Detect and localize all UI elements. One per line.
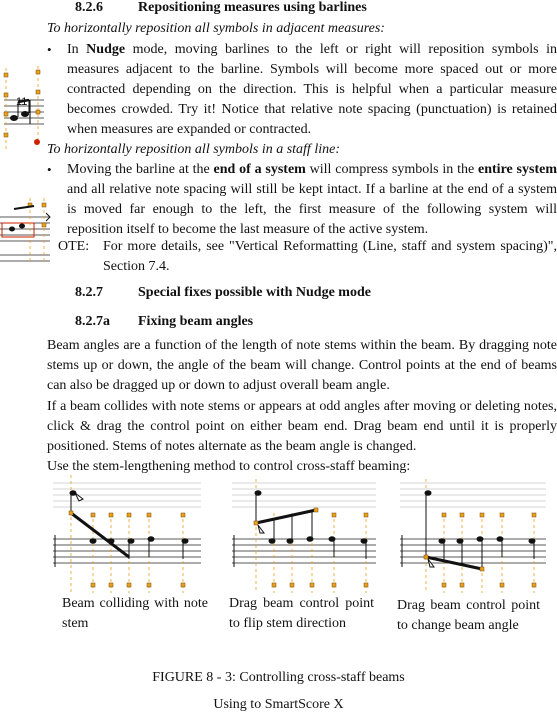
caption-change-angle: Drag beam control point to change beam angle [397,598,540,633]
bullet-dot: • [47,42,52,57]
staffline-paragraph: Moving the barline at the end of a system will compress symbols in the entire system and all relative note spacing will still be kept intact. If a barline at the end of a system is moved far enough to the left, the first measure of the following system will reposition itself to become the last measure of the active system. [67,162,557,237]
note-label: OTE: [58,239,90,254]
section-number-826: 8.2.6 [75,0,103,15]
system-barline-thumbnail [0,193,52,268]
adjacent-paragraph: In Nudge mode, moving barlines to the left or right will reposition symbols in measures adjacent to the barline. Symbols will become more spaced out or more contracted depending on the direction. This is helpful when a particular measure becomes crowded. Try it! Notice that relative note spacing (punctuation) is retained when measures are expanded or contracted. [67,42,557,137]
nudge-measure-thumbnail [0,60,48,155]
beam-angle-paragraph: Beam angles are a function of the length of note stems within the beam. By dragging note stems up or down, the angle of the beam will change. Control points at the end of beams can also be dragged up or down to adjust overall beam angle. [47,338,557,393]
section-number-827a: 8.2.7a [75,314,110,329]
section-title-827: Special fixes possible with Nudge mode [138,285,371,300]
section-number-827: 8.2.7 [75,285,103,300]
page-footer: Using to SmartScore X [213,697,344,712]
nudge-term: Nudge [86,42,126,57]
bullet-dot: • [47,162,52,177]
figure-caption: FIGURE 8 - 3: Controlling cross-staff beams [152,670,405,685]
note-text: For more details, see "Vertical Reformatting (Line, staff and system spacing)", Section 7.4. [103,239,557,274]
figure-change-angle [398,475,548,595]
section-title-827a: Fixing beam angles [138,314,254,329]
figure-flip-stem [228,475,378,595]
measure-number: 11 [16,96,28,108]
adjacent-intro: To horizontally reposition all symbols in adjacent measures: [47,21,385,36]
caption-beam-colliding: Beam colliding with note stem [62,596,208,631]
figure-beam-colliding [53,475,203,595]
section-title-826: Repositioning measures using barlines [138,0,367,15]
caption-flip-stem: Drag beam control point to flip stem direction [229,596,374,631]
cross-staff-intro: Use the stem-lengthening method to control cross-staff beaming: [47,459,411,474]
staffline-intro: To horizontally reposition all symbols in a staff line: [47,142,340,157]
beam-collide-paragraph: If a beam collides with note stems or appears at odd angles after moving or deleting notes, click & drag the control point on either beam end. Drag beam end until it is properly positioned. Stems of notes alternate as the beam angle is changed. [47,399,557,454]
